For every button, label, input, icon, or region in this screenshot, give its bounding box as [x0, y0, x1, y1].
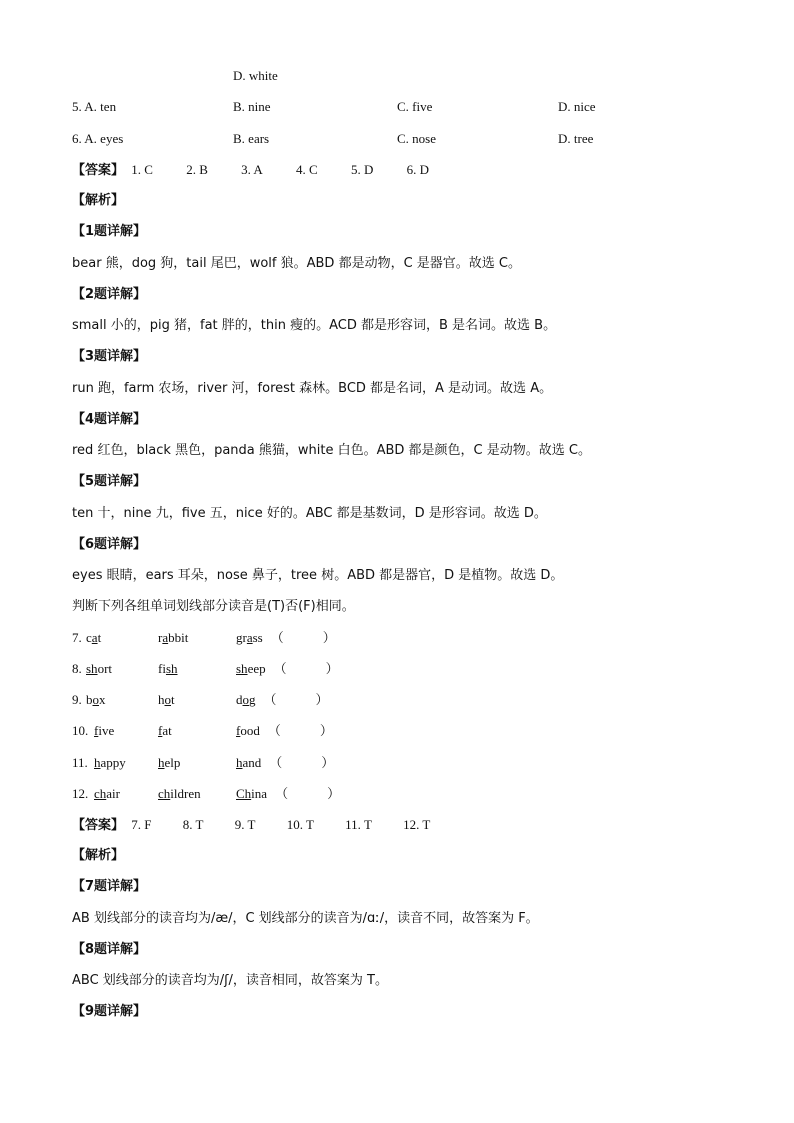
word-part: h [158, 692, 165, 707]
detail-text: red 红色，black 黑色，panda 熊猫，white 白色。ABD 都是颜色，C 是动物。故选 C。 [72, 443, 591, 458]
pair-number: 8. [72, 661, 82, 676]
underlined-part: h [158, 755, 165, 770]
underlined-part: a [162, 630, 169, 645]
answer-label: 【答案】 [72, 163, 125, 178]
pair-number: 12. [72, 786, 89, 801]
pair-word [94, 755, 126, 771]
answer-blank: （ ） [275, 787, 341, 802]
pair-word [158, 661, 178, 677]
detail-heading: 【5题详解】 [72, 474, 147, 489]
word-part: d [236, 692, 243, 707]
answer-item: 12. T [403, 817, 431, 832]
pair-word [158, 723, 172, 739]
detail-text: small 小的，pig 猪，fat 胖的，thin 瘦的。ACD 都是形容词，B 是名词。故选 B。 [72, 318, 557, 333]
pair-word [158, 630, 188, 646]
answer-item: 10. T [286, 817, 314, 832]
word-part: ood [240, 723, 260, 738]
underlined-part: a [91, 630, 98, 645]
pair-word [86, 661, 112, 677]
detail-heading: 【9题详解】 [72, 1004, 147, 1019]
detail-heading: 【2题详解】 [72, 287, 147, 302]
underlined-part: a [246, 630, 253, 645]
underlined-part: o [164, 692, 171, 707]
underlined-part: f [236, 723, 241, 738]
answer-item: 2. B [186, 162, 208, 177]
underlined-part: h [94, 755, 101, 770]
underlined-part: sh [236, 661, 248, 676]
answer-item: 9. T [234, 817, 256, 832]
word-part: t [171, 692, 175, 707]
q6-option-d: D. tree [558, 131, 594, 146]
word-part: ort [97, 661, 113, 676]
answer-item: 11. T [345, 817, 372, 832]
pair-word [236, 692, 329, 709]
q6-option-c: C. nose [397, 131, 436, 146]
pair-word [158, 692, 175, 708]
word-part: gr [236, 630, 247, 645]
underlined-part: ch [158, 786, 171, 801]
word-part: c [86, 630, 92, 645]
pair-word [86, 630, 101, 646]
pair-word [236, 786, 340, 803]
answer-item: 7. F [131, 817, 152, 832]
word-part: at [162, 723, 172, 738]
answer-label: 【答案】 [72, 818, 125, 833]
pair-number: 7. [72, 630, 82, 645]
pair-number: 11. [72, 755, 88, 770]
underlined-part: f [158, 723, 163, 738]
answer-blank: （ ） [270, 631, 336, 646]
answer-item: 8. T [182, 817, 204, 832]
underlined-part: sh [165, 661, 178, 676]
detail-text: bear 熊，dog 狗，tail 尾巴，wolf 狼。ABD 都是动物，C 是器官。故选 C。 [72, 256, 521, 271]
word-part: fi [158, 661, 166, 676]
answer-blank: （ ） [267, 724, 333, 739]
word-part: and [242, 755, 262, 770]
detail-heading: 【1题详解】 [72, 224, 147, 239]
answer-item: 1. C [131, 162, 153, 177]
answer-blank: （ ） [273, 662, 339, 677]
detail-text: eyes 眼睛，ears 耳朵，nose 鼻子，tree 树。ABD 都是器官，D 是植物。故选 D。 [72, 568, 564, 583]
underlined-part: o [92, 692, 99, 707]
pair-word [236, 661, 339, 678]
word-part: eep [247, 661, 266, 676]
pair-word [94, 786, 120, 802]
q5-option-d: D. nice [558, 99, 596, 114]
pair-word [236, 723, 333, 740]
answer-item: 3. A [241, 162, 263, 177]
word-part: ina [251, 786, 268, 801]
section-title: 判断下列各组单词划线部分读音是(T)否(F)相同。 [72, 599, 355, 614]
answer-line-1 [72, 162, 459, 179]
word-part: x [99, 692, 106, 707]
analysis-label-1: 【解析】 [72, 193, 125, 208]
word-part: r [158, 630, 163, 645]
analysis-label-2: 【解析】 [72, 848, 125, 863]
pair-number: 10. [72, 723, 89, 738]
answer-item: 6. D [406, 162, 429, 177]
word-part: ive [98, 723, 115, 738]
word-part: ss [252, 630, 263, 645]
detail-heading: 【6题详解】 [72, 537, 147, 552]
q6-option-b: B. ears [233, 131, 270, 146]
word-part: g [249, 692, 256, 707]
word-part: elp [164, 755, 181, 770]
pair-word [236, 630, 336, 647]
q5-option-a: 5. A. ten [72, 99, 117, 114]
q5-option-c: C. five [397, 99, 433, 114]
word-part: air [106, 786, 120, 801]
underlined-part: sh [86, 661, 98, 676]
detail-heading: 【8题详解】 [72, 942, 147, 957]
detail-heading: 【4题详解】 [72, 412, 147, 427]
answer-item: 4. C [296, 162, 318, 177]
underlined-part: h [236, 755, 243, 770]
underlined-part: ch [94, 786, 107, 801]
underlined-part: o [242, 692, 249, 707]
pair-number: 9. [72, 692, 82, 707]
answer-blank: （ ） [269, 756, 335, 771]
underlined-part: Ch [236, 786, 252, 801]
pair-word [94, 723, 114, 739]
word-part: bbit [168, 630, 189, 645]
word-part: t [97, 630, 102, 645]
detail-text: AB 划线部分的读音均为/æ/，C 划线部分的读音为/ɑː/，读音不同，故答案为 F。 [72, 911, 539, 926]
word-part: b [86, 692, 93, 707]
detail-text: ten 十，nine 九，five 五，nice 好的。ABC 都是基数词，D 是形容词。故选 D。 [72, 506, 547, 521]
answer-line-2 [72, 817, 458, 834]
q4-option-d: D. white [233, 68, 278, 83]
pair-word [236, 755, 334, 772]
pair-word [158, 755, 180, 771]
pair-word [86, 692, 106, 708]
detail-heading: 【7题详解】 [72, 879, 147, 894]
answer-blank: （ ） [263, 693, 329, 708]
pair-word [158, 786, 201, 802]
detail-text: ABC 划线部分的读音均为/ʃ/，读音相同，故答案为 T。 [72, 973, 388, 988]
q5-option-b: B. nine [233, 99, 271, 114]
word-part: appy [100, 755, 126, 770]
underlined-part: f [94, 723, 99, 738]
word-part: ildren [170, 786, 201, 801]
answer-item: 5. D [350, 162, 374, 177]
detail-heading: 【3题详解】 [72, 349, 147, 364]
detail-text: run 跑，farm 农场，river 河，forest 森林。BCD 都是名词，A 是动词。故选 A。 [72, 381, 553, 396]
q6-option-a: 6. A. eyes [72, 131, 124, 146]
